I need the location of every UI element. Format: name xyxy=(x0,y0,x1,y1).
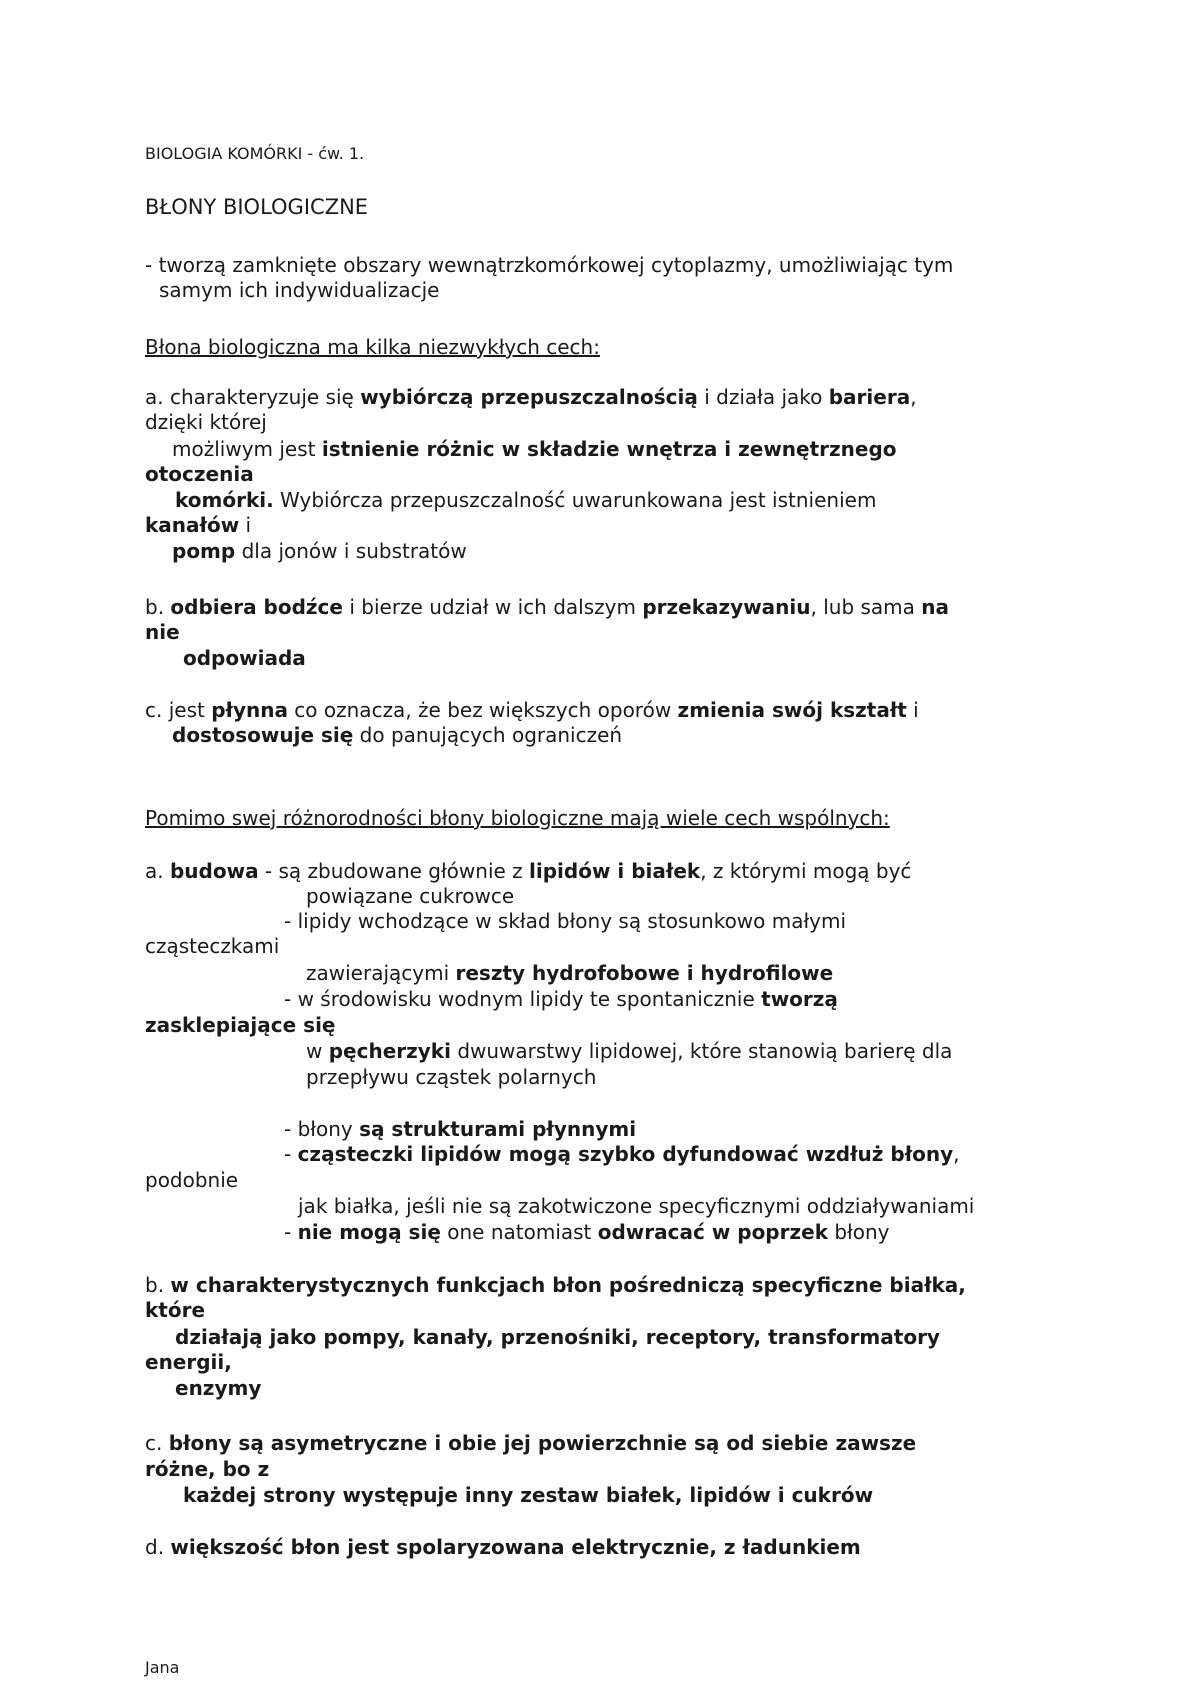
common-c-line: różne, bo z xyxy=(145,1457,270,1481)
feature-a-line: a. charakteryzuje się wybiórczą przepuszczalnością i działa jako bariera, xyxy=(145,385,917,409)
feature-b-line: b. odbiera bodźce i bierze udział w ich dalszym przekazywaniu, lub sama na xyxy=(145,595,950,619)
feature-a-line: otoczenia xyxy=(145,462,254,486)
common-b-line: energii, xyxy=(145,1350,232,1374)
common-b-line: które xyxy=(145,1298,206,1322)
feature-c-line: c. jest płynna co oznacza, że bez większych oporów zmienia swój kształt i xyxy=(145,698,919,722)
intro-line: samym ich indywidualizacje xyxy=(159,278,440,302)
common-a-line: - w środowisku wodnym lipidy te spontanicznie tworzą xyxy=(284,987,838,1011)
common-b-line: b. w charakterystycznych funkcjach błon pośredniczą specyficzne białka, xyxy=(145,1273,966,1297)
feature-a-line: dzięki której xyxy=(145,410,267,434)
common-a-line: przepływu cząstek polarnych xyxy=(306,1065,597,1089)
common-a-line: zasklepiające się xyxy=(145,1013,336,1037)
common-a-line: - cząsteczki lipidów mogą szybko dyfundować wzdłuż błony, xyxy=(284,1142,960,1166)
feature-a-line: komórki. Wybiórcza przepuszczalność uwarunkowana jest istnieniem xyxy=(175,488,877,512)
common-a-line: - błony są strukturami płynnymi xyxy=(284,1117,637,1141)
feature-a-line: kanałów i xyxy=(145,513,252,537)
common-a-line: w pęcherzyki dwuwarstwy lipidowej, które stanowią barierę dla xyxy=(306,1039,953,1063)
common-a-line: a. budowa - są zbudowane głównie z lipidów i białek, z którymi mogą być xyxy=(145,859,912,883)
feature-a-line: pomp dla jonów i substratów xyxy=(172,539,467,563)
footer-author: Jana xyxy=(145,1658,180,1677)
common-a-line: - nie mogą się one natomiast odwracać w poprzek błony xyxy=(284,1220,890,1244)
page-title: BŁONY BIOLOGICZNE xyxy=(145,195,369,219)
common-c-line: c. błony są asymetryczne i obie jej powierzchnie są od siebie zawsze xyxy=(145,1431,917,1455)
common-a-line: jak białka, jeśli nie są zakotwiczone specyficznymi oddziaływaniami xyxy=(298,1194,975,1218)
common-d-line: d. większość błon jest spolaryzowana elektrycznie, z ładunkiem xyxy=(145,1535,861,1559)
common-a-line: zawierającymi reszty hydrofobowe i hydrofilowe xyxy=(306,961,834,985)
common-a-line: cząsteczkami xyxy=(145,934,280,958)
feature-b-line: nie xyxy=(145,620,180,644)
common-b-line: działają jako pompy, kanały, przenośniki, receptory, transformatory xyxy=(175,1325,940,1349)
feature-a-line: możliwym jest istnienie różnic w składzie wnętrza i zewnętrznego xyxy=(172,437,897,461)
document-header: BIOLOGIA KOMÓRKI - ćw. 1. xyxy=(145,144,365,163)
common-a-line: podobnie xyxy=(145,1168,239,1192)
common-c-line: każdej strony występuje inny zestaw białek, lipidów i cukrów xyxy=(183,1483,874,1507)
feature-c-line: dostosowuje się do panujących ograniczeń xyxy=(172,723,623,747)
section-heading: Pomimo swej różnorodności błony biologiczne mają wiele cech wspólnych: xyxy=(145,806,890,830)
intro-line: - tworzą zamknięte obszary wewnątrzkomórkowej cytoplazmy, umożliwiając tym xyxy=(145,253,954,277)
common-b-line: enzymy xyxy=(175,1376,262,1400)
section-heading: Błona biologiczna ma kilka niezwykłych cech: xyxy=(145,335,600,359)
common-a-line: powiązane cukrowce xyxy=(306,884,515,908)
common-a-line: - lipidy wchodzące w skład błony są stosunkowo małymi xyxy=(284,909,847,933)
feature-b-line: odpowiada xyxy=(183,646,306,670)
